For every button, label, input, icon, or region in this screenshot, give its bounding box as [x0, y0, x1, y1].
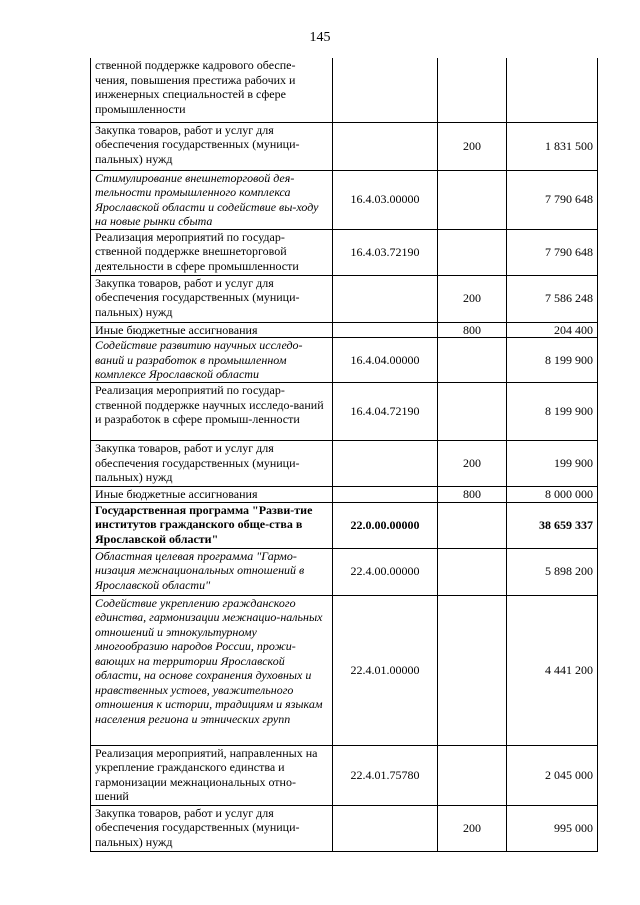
row-amount-cell: 204 400	[507, 322, 598, 338]
table-row	[91, 338, 598, 383]
row-amount-cell: 8 199 900	[507, 383, 598, 441]
row-code-cell	[333, 441, 438, 487]
table-row	[91, 170, 598, 229]
row-amount-cell: 4 441 200	[507, 595, 598, 745]
budget-table-body	[91, 58, 598, 851]
row-amount-cell: 995 000	[507, 805, 598, 851]
row-code-cell: 22.4.01.00000	[333, 595, 438, 745]
row-expense-type-cell	[438, 595, 507, 745]
row-name-cell: Реализация мероприятий по государ-ственной поддержке научных исследо-ваний и разработок в сфере промыш-ленности	[91, 383, 333, 441]
row-code-cell: 22.4.00.00000	[333, 548, 438, 595]
table-row	[91, 502, 598, 548]
row-amount-cell: 7 790 648	[507, 170, 598, 229]
table-row	[91, 122, 598, 170]
row-amount-cell: 8 000 000	[507, 487, 598, 503]
row-amount-cell: 7 790 648	[507, 229, 598, 275]
row-code-cell	[333, 275, 438, 322]
row-amount-cell: 2 045 000	[507, 745, 598, 805]
row-name-cell: Стимулирование внешнеторговой дея-тельности промышленного комплекса Ярославской области и содействие вы-ходу на новые рынки сбыта	[91, 170, 333, 229]
row-name-cell: ственной поддержке кадрового обеспе-чения, повышения престижа рабочих и инженерных специальностей в сфере промышленности	[91, 58, 333, 122]
row-name-cell: Иные бюджетные ассигнования	[91, 487, 333, 503]
row-name-cell: Содействие укреплению гражданского единства, гармонизации межнацио-нальных отношений и этнокультурному многообразию народов России, прожи-вающих на территории Ярославской области, на основе сохранения духовных и нравственных устоев, уважительного отношения к истории, традициям и языкам населения региона и этнических групп	[91, 595, 333, 745]
row-expense-type-cell: 200	[438, 275, 507, 322]
row-amount-cell: 199 900	[507, 441, 598, 487]
row-amount-cell: 5 898 200	[507, 548, 598, 595]
row-code-cell: 16.4.04.72190	[333, 383, 438, 441]
row-code-cell	[333, 805, 438, 851]
table-row	[91, 745, 598, 805]
row-code-cell: 22.0.00.00000	[333, 502, 438, 548]
row-name-cell: Иные бюджетные ассигнования	[91, 322, 333, 338]
row-expense-type-cell	[438, 548, 507, 595]
row-expense-type-cell	[438, 170, 507, 229]
table-row	[91, 441, 598, 487]
table-row	[91, 487, 598, 503]
table-row	[91, 322, 598, 338]
row-name-cell: Закупка товаров, работ и услуг для обеспечения государственных (муници-пальных) нужд	[91, 122, 333, 170]
row-name-cell: Содействие развитию научных исследо-ваний и разработок в промышленном комплексе Ярославской области	[91, 338, 333, 383]
row-name-cell: Закупка товаров, работ и услуг для обеспечения государственных (муници-пальных) нужд	[91, 805, 333, 851]
row-expense-type-cell: 200	[438, 122, 507, 170]
row-code-cell	[333, 122, 438, 170]
row-code-cell	[333, 322, 438, 338]
row-name-cell: Областная целевая программа "Гармо-низация межнациональных отношений в Ярославской области"	[91, 548, 333, 595]
row-amount-cell	[507, 58, 598, 122]
row-expense-type-cell	[438, 229, 507, 275]
page-number: 145	[309, 30, 331, 45]
table-row	[91, 595, 598, 745]
row-expense-type-cell: 800	[438, 322, 507, 338]
table-row	[91, 229, 598, 275]
row-amount-cell: 8 199 900	[507, 338, 598, 383]
row-amount-cell: 38 659 337	[507, 502, 598, 548]
row-expense-type-cell: 200	[438, 441, 507, 487]
table-row	[91, 383, 598, 441]
row-amount-cell: 1 831 500	[507, 122, 598, 170]
row-code-cell: 16.4.04.00000	[333, 338, 438, 383]
row-expense-type-cell	[438, 338, 507, 383]
row-expense-type-cell	[438, 745, 507, 805]
row-name-cell: Реализация мероприятий, направленных на укрепление гражданского единства и гармонизации межнациональных отно-шений	[91, 745, 333, 805]
row-expense-type-cell	[438, 58, 507, 122]
row-name-cell: Закупка товаров, работ и услуг для обеспечения государственных (муници-пальных) нужд	[91, 275, 333, 322]
row-code-cell	[333, 58, 438, 122]
row-code-cell: 22.4.01.75780	[333, 745, 438, 805]
row-amount-cell: 7 586 248	[507, 275, 598, 322]
row-name-cell: Государственная программа "Разви-тие институтов гражданского обще-ства в Ярославской области"	[91, 502, 333, 548]
table-row	[91, 805, 598, 851]
budget-table	[90, 58, 598, 852]
table-row	[91, 275, 598, 322]
row-code-cell	[333, 487, 438, 503]
row-expense-type-cell	[438, 383, 507, 441]
row-code-cell: 16.4.03.72190	[333, 229, 438, 275]
table-row	[91, 58, 598, 122]
row-expense-type-cell	[438, 502, 507, 548]
row-code-cell: 16.4.03.00000	[333, 170, 438, 229]
row-name-cell: Реализация мероприятий по государ-ственной поддержке внешнеторговой деятельности в сфере промышленности	[91, 229, 333, 275]
row-name-cell: Закупка товаров, работ и услуг для обеспечения государственных (муници-пальных) нужд	[91, 441, 333, 487]
row-expense-type-cell: 200	[438, 805, 507, 851]
table-row	[91, 548, 598, 595]
row-expense-type-cell: 800	[438, 487, 507, 503]
